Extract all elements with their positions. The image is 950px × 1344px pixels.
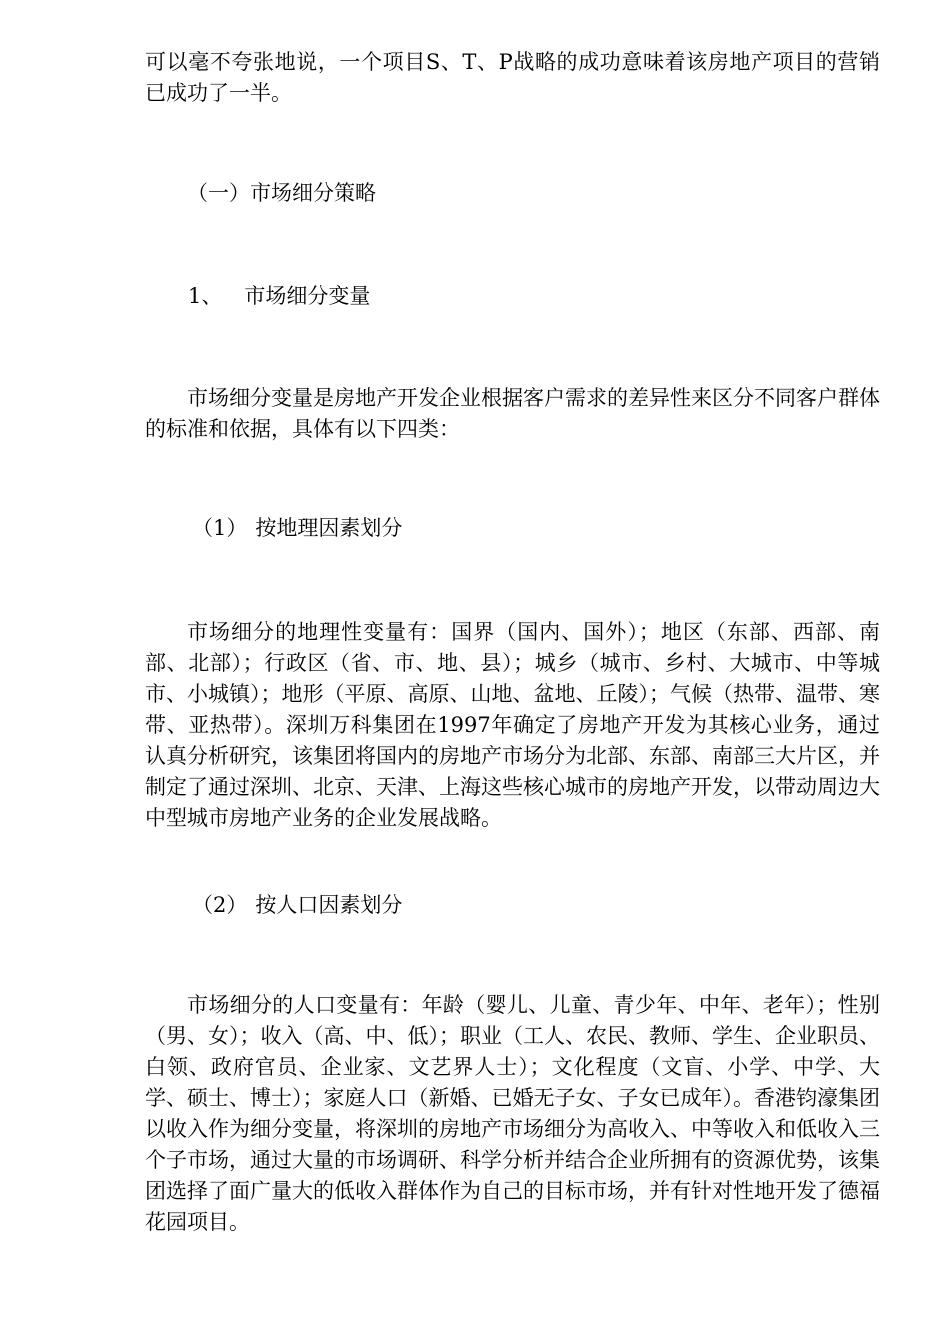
item-heading-geography xyxy=(192,513,402,544)
subsection-title: 市场细分变量 xyxy=(244,284,371,308)
subsection-number: 1、 xyxy=(188,284,223,308)
subsection-heading xyxy=(188,281,370,312)
subsection-paragraph: 市场细分变量是房地产开发企业根据客户需求的差异性来区分不同客户群体的标准和依据，具体有以下四类： xyxy=(145,386,880,441)
item-heading-population xyxy=(192,890,402,921)
section-heading: （一）市场细分策略 xyxy=(187,181,376,205)
item-paragraph-population: 市场细分的人口变量有：年龄（婴儿、儿童、青少年、中年、老年）；性别（男、女）；收入（高、中、低）；职业（工人、农民、教师、学生、企业职员、白领、政府官员、企业家、文艺界人士）；文化程度（文盲、小学、中学、大学、硕士、博士）；家庭人口（新婚、已婚无子女、子女已成年）。香港钧濠集团以收入作为细分变量，将深圳的房地产市场细分为高收入、中等收入和低收入三个子市场，通过大量的市场调研、科学分析并结合企业所拥有的资源优势，该集团选择了面广量大的低收入群体作为自己的目标市场，并有针对性地开发了德福花园项目。 xyxy=(145,993,880,1234)
item-title: 按人口因素划分 xyxy=(255,893,403,917)
intro-paragraph: 可以毫不夸张地说，一个项目S、T、P战略的成功意味着该房地产项目的营销已成功了一半。 xyxy=(145,50,880,105)
item-number: （1） xyxy=(192,516,248,540)
item-number: （2） xyxy=(192,893,248,917)
item-title: 按地理因素划分 xyxy=(255,516,403,540)
item-paragraph-geography: 市场细分的地理性变量有：国界（国内、国外）；地区（东部、西部、南部、北部）；行政区（省、市、地、县）；城乡（城市、乡村、大城市、中等城市、小城镇）；地形（平原、高原、山地、盆地、丘陵）；气候（热带、温带、寒带、亚热带）。深圳万科集团在1997年确定了房地产开发为其核心业务，通过认真分析研究，该集团将国内的房地产市场分为北部、东部、南部三大片区，并制定了通过深圳、北京、天津、上海这些核心城市的房地产开发，以带动周边大中型城市房地产业务的企业发展战略。 xyxy=(145,620,880,830)
